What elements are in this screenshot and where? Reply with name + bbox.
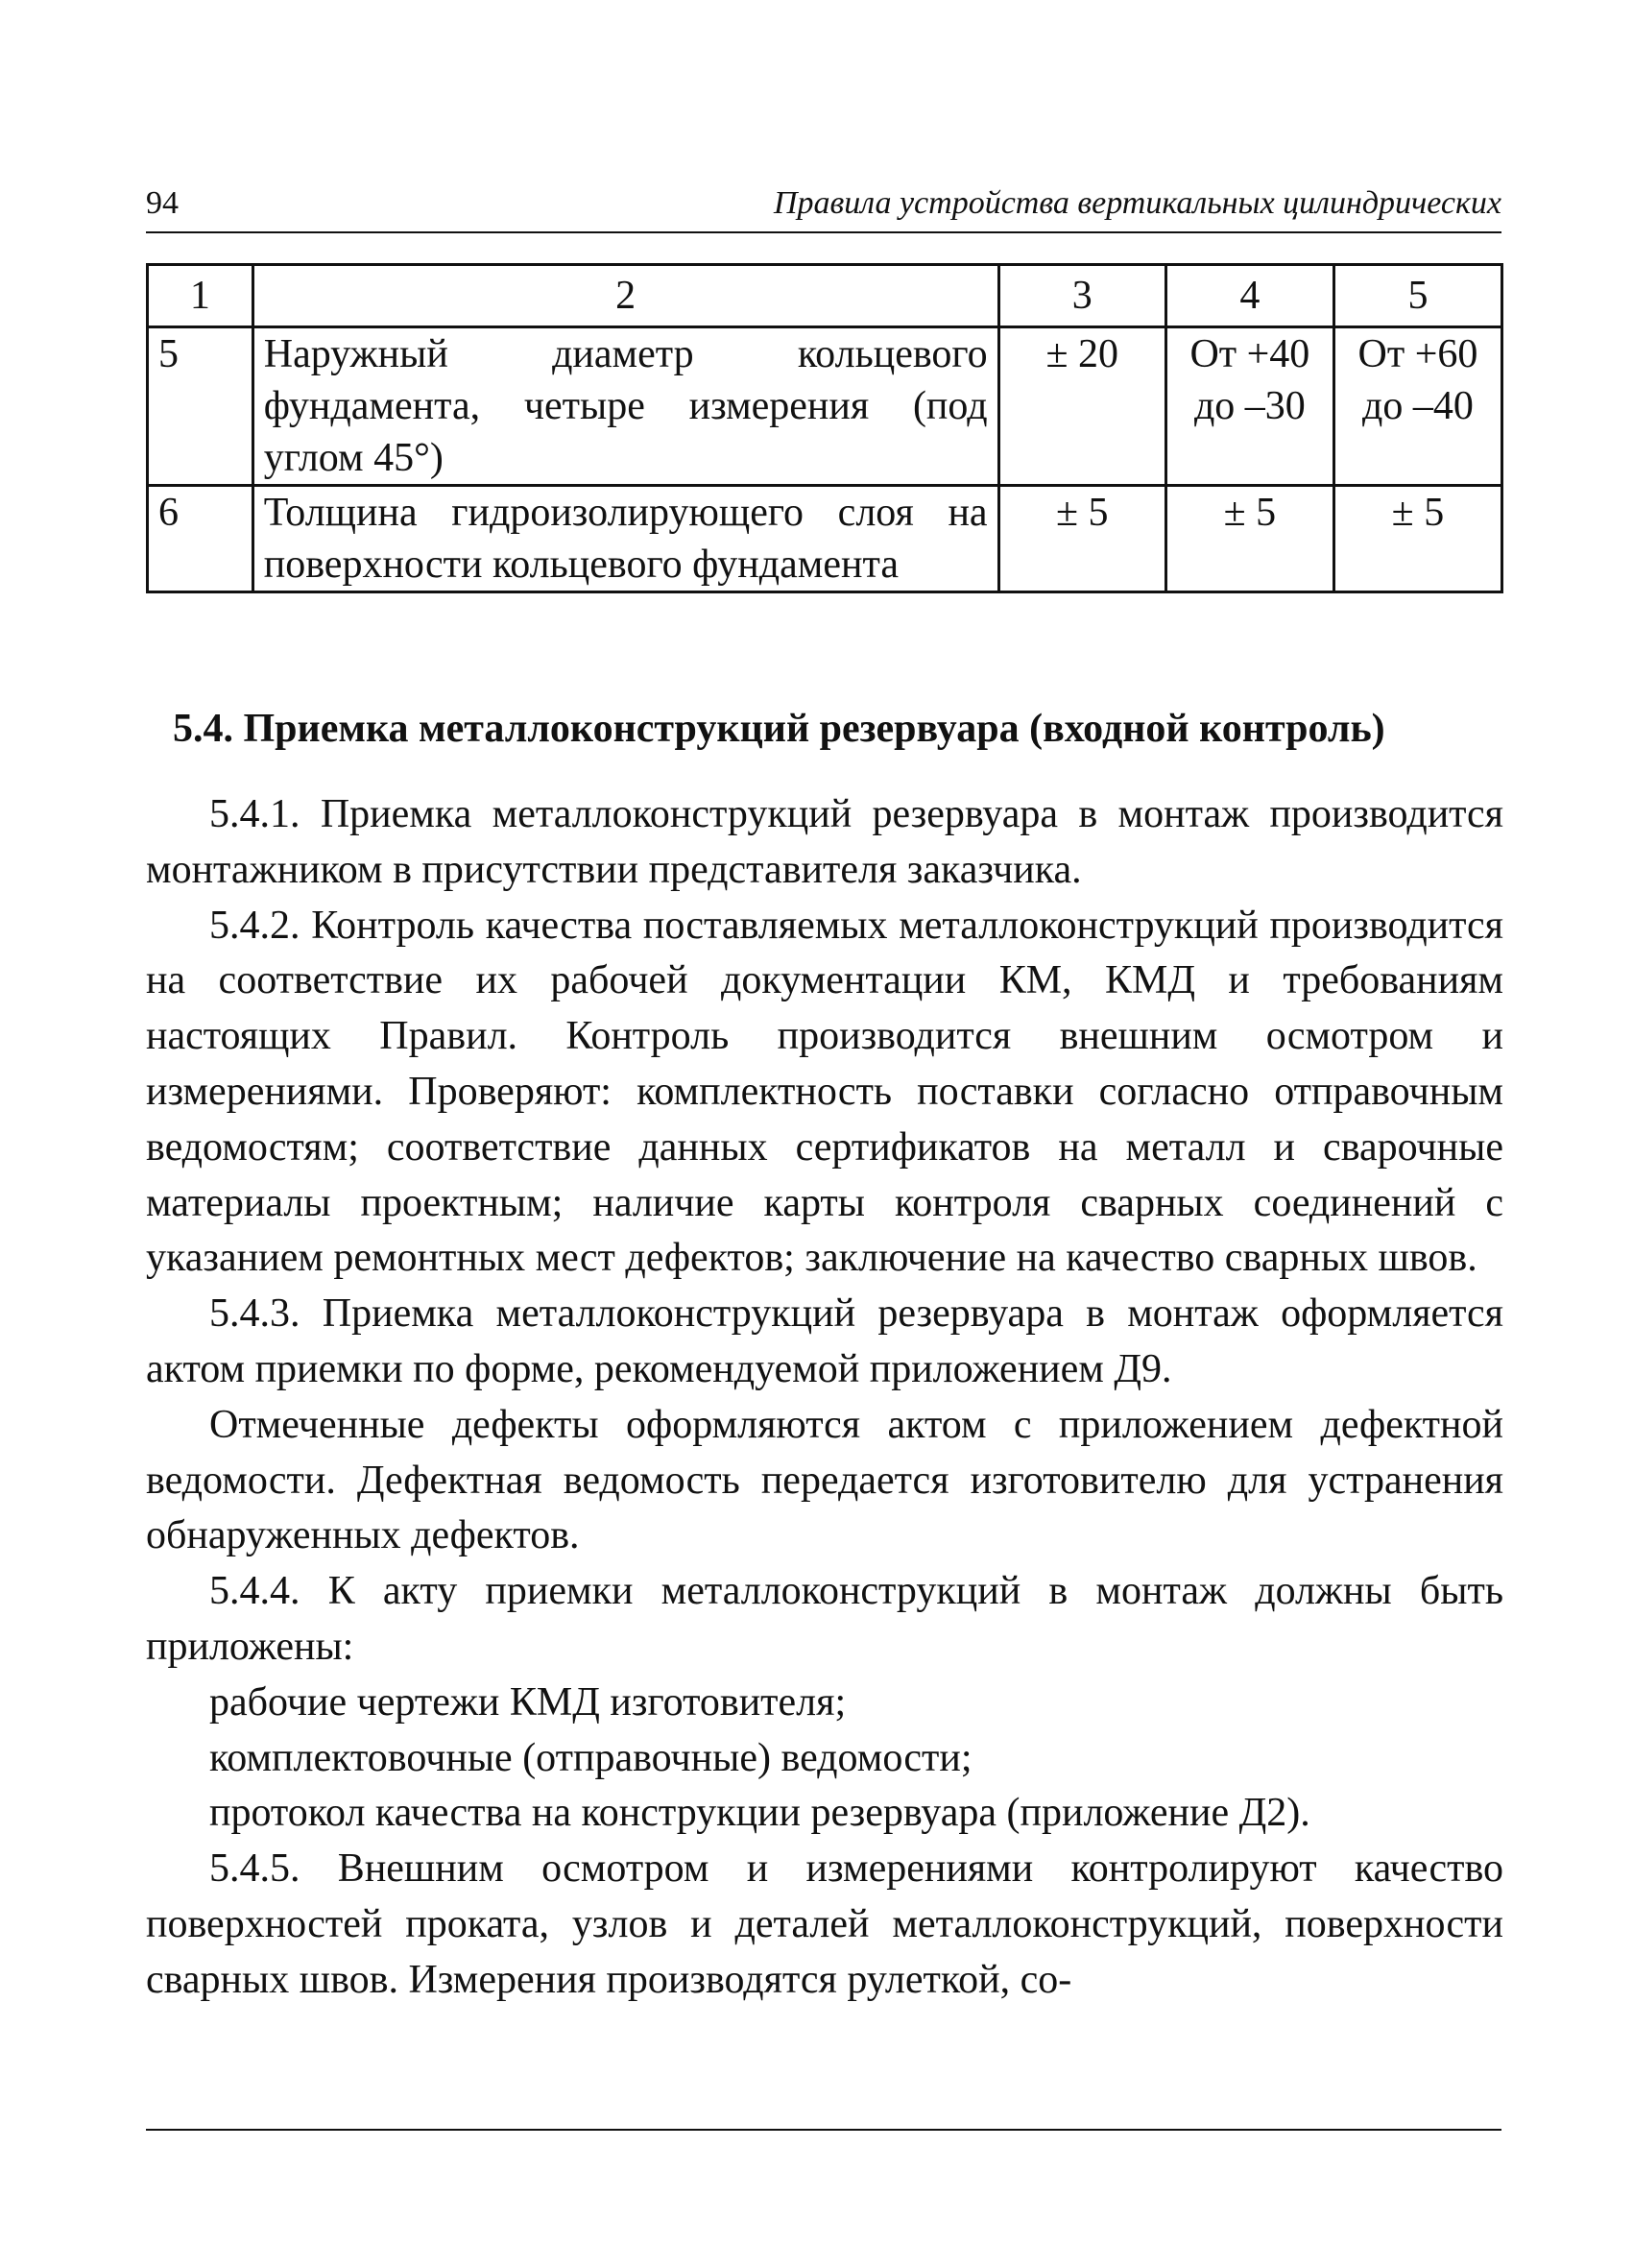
row-number: 6 bbox=[148, 486, 253, 592]
table-header-row bbox=[148, 265, 1502, 327]
row-col5: ± 5 bbox=[1333, 486, 1501, 592]
row-number: 5 bbox=[148, 327, 253, 486]
page-number: 94 bbox=[146, 185, 179, 221]
table-row bbox=[148, 327, 1502, 486]
paragraph: 5.4.1. Приемка металлоконструкций резервуара в монтаж производится монтажником в присутствии представителя заказчика. bbox=[146, 792, 1503, 892]
row-col4: ± 5 bbox=[1165, 486, 1333, 592]
paragraph: 5.4.5. Внешним осмотром и измерениями контролируют качество поверхностей проката, узлов и деталей металлоконструкций, поверхности сварных швов. Измерения производятся рулеткой, со- bbox=[146, 1846, 1503, 2002]
column-header: 4 bbox=[1165, 265, 1333, 327]
section-title: 5.4. Приемка металлоконструкций резервуара (входной контроль) bbox=[173, 707, 1385, 751]
footer-rule bbox=[146, 2129, 1501, 2131]
list-item: комплектовочные (отправочные) ведомости; bbox=[209, 1735, 973, 1780]
row-description: Толщина гидроизолирующего слоя на поверхности кольцевого фундамента bbox=[252, 486, 998, 592]
row-col3: ± 20 bbox=[998, 327, 1165, 486]
row-col3: ± 5 bbox=[998, 486, 1165, 592]
page-header bbox=[146, 185, 1501, 233]
column-header: 5 bbox=[1333, 265, 1501, 327]
tolerance-table bbox=[146, 263, 1503, 593]
paragraph: 5.4.3. Приемка металлоконструкций резервуара в монтаж оформляется актом приемки по форме, рекомендуемой приложением Д9. bbox=[146, 1291, 1503, 1391]
paragraph: 5.4.2. Контроль качества поставляемых металлоконструкций производится на соответствие их рабочей документации КМ, КМД и требованиям настоящих Правил. Контроль производится внешним осмотром и измерениями. Проверяют: комплектность поставки согласно отправочным ведомостям; соответствие данных сертификатов на металл и сварочные материалы проектным; наличие карты контроля сварных соединений с указанием ремонтных мест дефектов; заключение на качество сварных швов. bbox=[146, 903, 1503, 1281]
section-body bbox=[146, 787, 1503, 2009]
column-header: 3 bbox=[998, 265, 1165, 327]
table-row bbox=[148, 486, 1502, 592]
column-header: 2 bbox=[252, 265, 998, 327]
paragraph: 5.4.4. К акту приемки металлоконструкций в монтаж должны быть приложены: bbox=[146, 1569, 1503, 1669]
list-item: рабочие чертежи КМД изготовителя; bbox=[209, 1679, 847, 1725]
row-col4: От +40 до –30 bbox=[1165, 327, 1333, 486]
column-header: 1 bbox=[148, 265, 253, 327]
list-item: протокол качества на конструкции резервуара (приложение Д2). bbox=[209, 1791, 1310, 1836]
paragraph: Отмеченные дефекты оформляются актом с приложением дефектной ведомости. Дефектная ведомость передается изготовителю для устранения обнаруженных дефектов. bbox=[146, 1402, 1503, 1558]
row-description: Наружный диаметр кольцевого фундамента, четыре измерения (под углом 45°) bbox=[252, 327, 998, 486]
running-title: Правила устройства вертикальных цилиндрических bbox=[773, 185, 1501, 221]
row-col5: От +60 до –40 bbox=[1333, 327, 1501, 486]
